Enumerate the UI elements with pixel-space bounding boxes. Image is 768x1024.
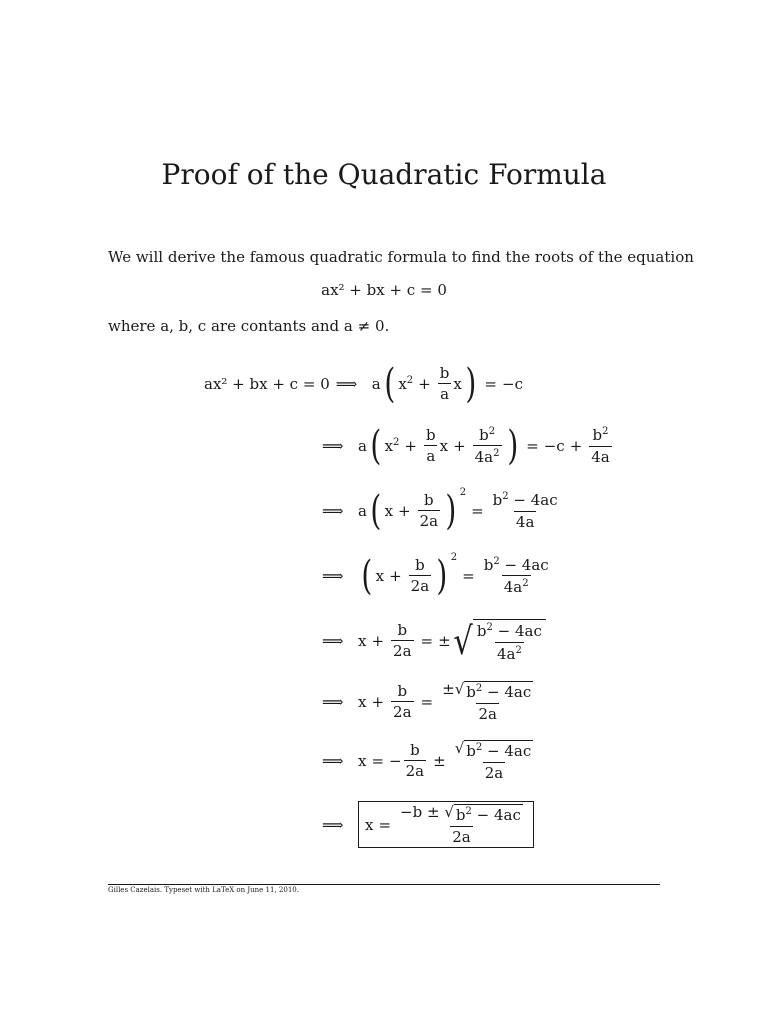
derivation-step-5: ⟹ x + $\frac{b}{2a}$ = ± √ $\frac{b^2 - 4ac}{4a^2}$ [322, 640, 546, 641]
page-title: Proof of the Quadratic Formula [161, 158, 607, 191]
footer-divider [108, 884, 660, 885]
derivation-step-3: ⟹ a ( x + $\frac{b}{2a}$ ) 2 = $\frac{b^2 - 4ac}{4a}$ [322, 487, 558, 534]
implies-arrow: ⟹ [322, 751, 344, 770]
implies-arrow: ⟹ [322, 436, 344, 455]
main-equation: ax² + bx + c = 0 [321, 281, 447, 299]
footer-note: Gilles Cazelais. Typeset with LaTeX on June 11, 2010. [108, 886, 299, 894]
lhs-equation: ax² + bx + c = 0 [204, 374, 330, 393]
implies-arrow: ⟹ [322, 692, 344, 711]
derivation-step-7: ⟹ x = − $\frac{b}{2a}$ ± √ $b^2 - 4ac$ 2a [322, 739, 532, 782]
derivation-step-2: ⟹ a ( $x^2$ + $\frac{b}{a}$ x + $\frac{b^2}{4a^2}$ ) = −c + $\frac{b^2}{4a}$ [322, 422, 610, 469]
derivation-step-8 [322, 803, 534, 846]
implies-arrow: ⟹ [322, 501, 344, 520]
implies-arrow: ⟹ [322, 815, 344, 834]
implies-arrow: ⟹ [335, 374, 358, 393]
implies-arrow: ⟹ [322, 566, 344, 585]
implies-arrow: ⟹ [322, 631, 344, 650]
condition-text: where a, b, c are contants and a ≠ 0. [108, 317, 390, 335]
derivation-step-1: ax² + bx + c = 0 ⟹ a ( $x^2$ + $\frac{b}{a}$ x ) = −c [204, 360, 523, 407]
derivation-step-6: ⟹ x + $\frac{b}{2a}$ = ±√ $b^2 - 4ac$ 2a [322, 680, 532, 723]
intro-text: We will derive the famous quadratic formula to find the roots of the equation [108, 248, 694, 266]
derivation-step-4: ⟹ ( x + $\frac{b}{2a}$ ) 2 = $\frac{b^2 - 4ac}{4a^2}$ [322, 552, 549, 599]
quadratic-formula-box: x = −b ± √ $b^2 - 4ac$ 2a [358, 801, 534, 848]
